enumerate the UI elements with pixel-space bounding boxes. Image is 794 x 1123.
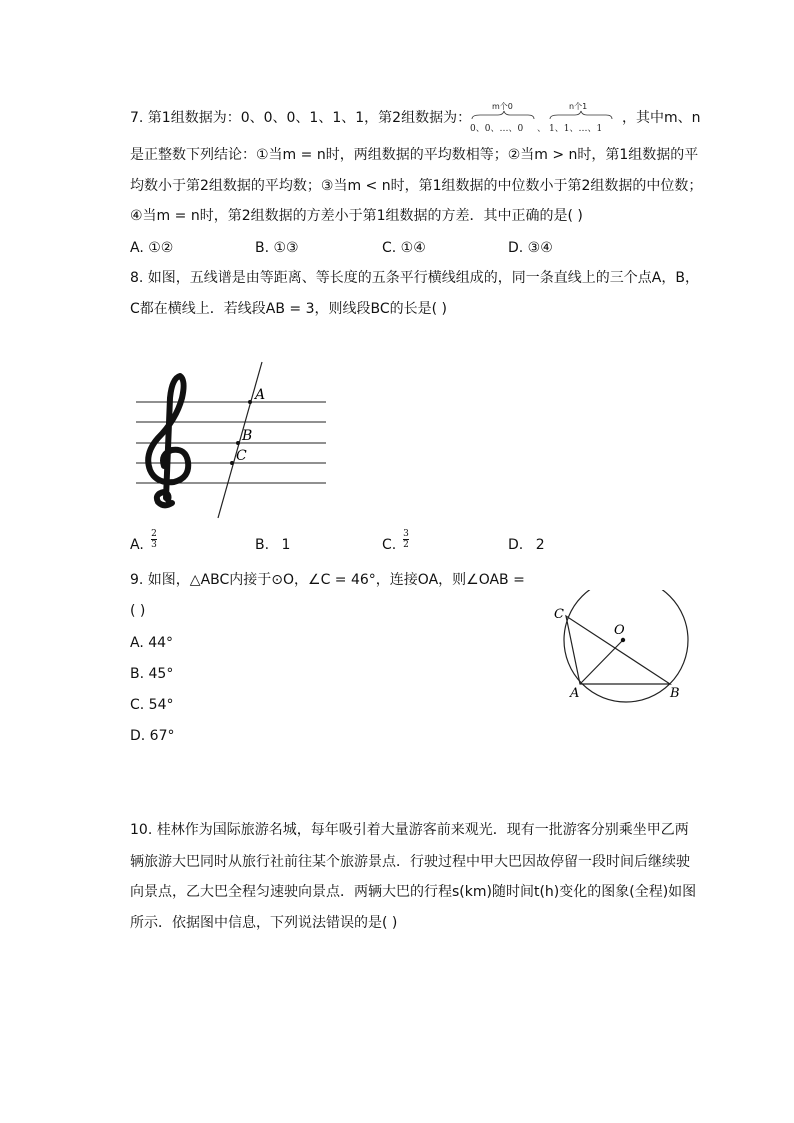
fraction-denominator: 3 (151, 540, 157, 550)
label-c: C (554, 607, 564, 622)
q8-option-a-fraction (151, 529, 157, 550)
q10-line2: 辆旅游大巴同时从旅行社前往某个旅游景点．行驶过程中甲大巴因故停留一段时间后继续驶 (130, 854, 690, 870)
seq-part2: 1、1、…、1 (549, 124, 603, 134)
fraction-numerator: 2 (151, 529, 157, 539)
q8-line1: 8. 如图，五线谱是由等距离、等长度的五条平行横线组成的，同一条直线上的三个点A，B， (130, 270, 699, 286)
q9-option-a[interactable]: A. 44° (130, 635, 174, 651)
q7-line1-tail-text: ，其中m、n (622, 110, 701, 126)
q7-line2: 是正整数下列结论：①当m = n时，两组数据的平均数相等；②当m > n时，第1组数据的平 (130, 147, 699, 163)
q7-line4: ④当m = n时，第2组数据的方差小于第1组数据的方差．其中正确的是( ) (130, 208, 583, 224)
segment-oa (580, 640, 623, 684)
label-o: O (614, 623, 625, 638)
brace-icon (470, 110, 620, 120)
q8-option-c-letter: C. (382, 537, 397, 553)
brace-label-n: n个1 (569, 102, 588, 111)
q7-option-c[interactable]: C. ①④ (382, 240, 426, 256)
q7-sequence (470, 100, 620, 134)
center-o (621, 638, 625, 642)
seq-sep: 、 (537, 124, 547, 134)
q10-line1: 10. 桂林作为国际旅游名城，每年吸引着大量游客前来观光．现有一批游客分别乘坐甲乙两 (130, 822, 689, 838)
fraction-numerator: 3 (403, 529, 409, 539)
q10-line4: 所示．依据图中信息，下列说法错误的是( ) (130, 915, 398, 931)
circle-figure (550, 590, 700, 710)
fraction-denominator: 2 (403, 540, 409, 550)
q9-line1: 9. 如图，△ABC内接于⊙O，∠C = 46°，连接OA，则∠OAB = (130, 572, 525, 588)
q8-option-a-letter: A. (130, 537, 144, 553)
q8-option-c[interactable] (382, 535, 396, 555)
q7-line3: 均数小于第2组数据的平均数；③当m < n时，第1组数据的中位数小于第2组数据的中位数； (130, 178, 703, 194)
q8-option-b[interactable] (255, 535, 290, 555)
seq-part1: 0、0、…、0 (470, 124, 524, 134)
q8-line2: C都在横线上．若线段AB = 3，则线段BC的长是( ) (130, 301, 448, 317)
q8-option-d-value: 2 (535, 537, 545, 553)
label-a: A (255, 387, 266, 403)
point-a (248, 400, 252, 404)
treble-clef-icon (148, 376, 188, 505)
q9-option-d[interactable]: D. 67° (130, 728, 175, 744)
q9-option-b[interactable]: B. 45° (130, 666, 174, 682)
q10-line3: 向景点，乙大巴全程匀速驶向景点．两辆大巴的行程s(km)随时间t(h)变化的图象(全程)如图 (130, 884, 697, 900)
q8-option-b-value: 1 (281, 537, 291, 553)
q7-line1-tail (622, 108, 701, 128)
label-c: C (236, 448, 247, 464)
label-b: B (242, 428, 253, 444)
label-a: A (570, 686, 580, 701)
q9-line2: ( ) (130, 603, 146, 619)
q8-option-a[interactable] (130, 535, 144, 555)
q7-line1 (130, 108, 471, 128)
q9-option-c[interactable]: C. 54° (130, 697, 174, 713)
point-b (236, 441, 240, 445)
q8-option-d-letter: D. (508, 537, 524, 553)
q8-option-c-fraction (403, 529, 409, 550)
q7-option-d[interactable]: D. ③④ (508, 240, 553, 256)
q7-option-b[interactable]: B. ①③ (255, 240, 299, 256)
q7-option-a[interactable]: A. ①② (130, 240, 174, 256)
q7-line1-text: 7. 第1组数据为：0、0、0、1、1、1，第2组数据为： (130, 110, 472, 126)
staff-figure (126, 358, 336, 528)
q8-option-d[interactable] (508, 535, 545, 555)
point-c (230, 461, 234, 465)
q8-option-b-letter: B. (255, 537, 270, 553)
label-b: B (670, 686, 680, 701)
brace-label-m: m个0 (492, 102, 513, 111)
transversal-line (218, 362, 262, 518)
